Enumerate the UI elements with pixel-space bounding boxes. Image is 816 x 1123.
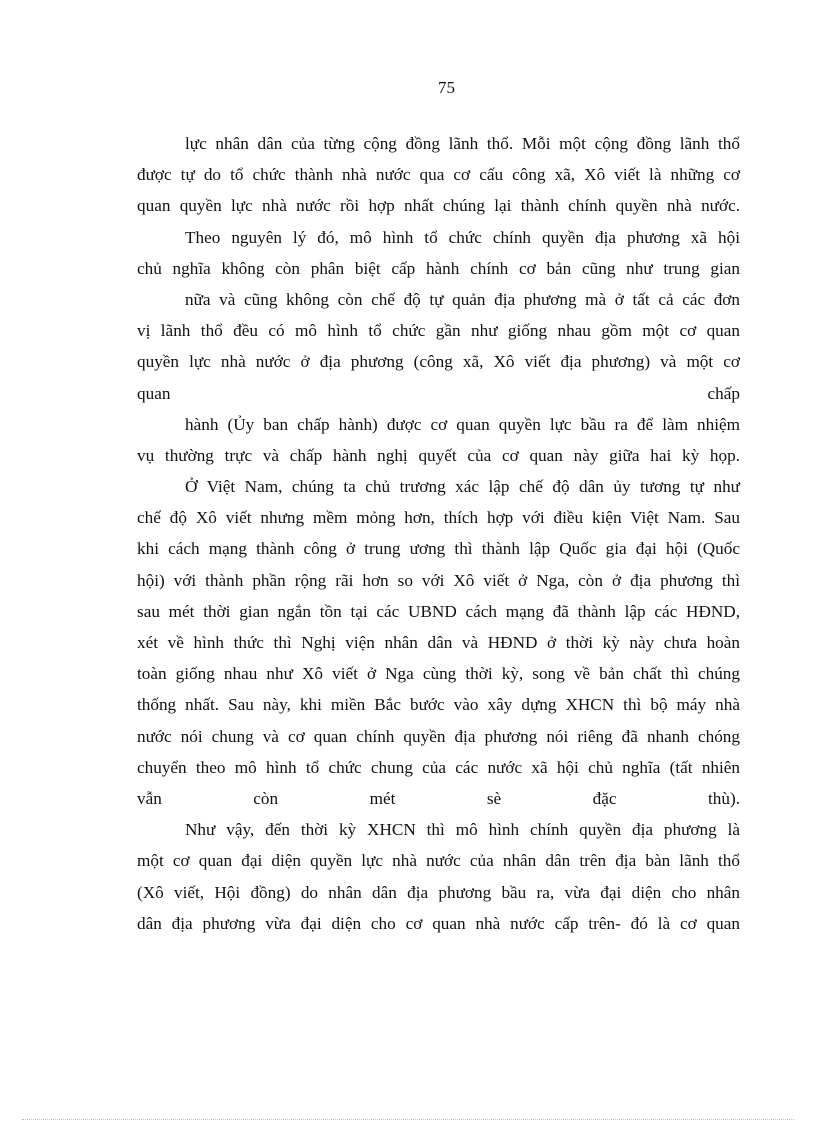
text-line: hành (Ủy ban chấp hành) được cơ quan quyền lực bầu ra để làm nhiệm (185, 414, 740, 434)
text-line: lực nhân dân của từng cộng đồng lãnh thổ. Mỗi một cộng đồng lãnh thổ (185, 134, 740, 153)
text-line: hội) với thành phần rộng rãi hơn so với Xô viết ở Nga, còn ở địa phương thì (137, 570, 740, 590)
text-line: quan quyền lực nhà nước rồi hợp nhất chúng lại thành chính quyền nhà nước. (137, 196, 740, 216)
body-text (137, 128, 740, 939)
text-line: một cơ quan đại diện quyền lực nhà nước của nhân dân trên địa bàn lãnh thổ (137, 851, 740, 871)
text-line: chuyển theo mô hình tổ chức chung của các nước xã hội chủ nghĩa (tất nhiên (137, 757, 740, 777)
text-line: Như vậy, đến thời kỳ XHCN thì mô hình chính quyền địa phương là (185, 820, 740, 840)
page-number: 75 (438, 78, 455, 97)
text-line: vụ thường trực và chấp hành nghị quyết của cơ quan này giữa hai kỳ họp. (137, 445, 740, 465)
text-line: nữa và cũng không còn chế độ tự quản địa phương mà ở tất cả các đơn (185, 289, 740, 309)
text-line: chủ nghĩa không còn phân biệt cấp hành chính cơ bản cũng như trung gian (137, 258, 740, 278)
text-line: toàn giống nhau như Xô viết ở Nga cùng thời kỳ, song về bản chất thì chúng (137, 664, 740, 684)
text-line: Ở Việt Nam, chúng ta chủ trương xác lập chế độ dân ủy tương tự như (185, 477, 740, 497)
text-line: quan chấp (137, 383, 740, 403)
text-line: sau mét thời gian ngắn tồn tại các UBND cách mạng đã thành lập các HĐND, (137, 601, 740, 621)
text-line: nước nói chung và cơ quan chính quyền địa phương nói riêng đã nhanh chóng (137, 726, 740, 746)
page-bottom-divider (22, 1119, 794, 1120)
text-line: Theo nguyên lý đó, mô hình tổ chức chính quyền địa phương xã hội (185, 227, 740, 247)
text-line: vị lãnh thổ đều có mô hình tổ chức gần như giống nhau gồm một cơ quan (137, 321, 740, 341)
text-line: dân địa phương vừa đại diện cho cơ quan nhà nước cấp trên- đó là cơ quan (137, 913, 740, 933)
text-line: xét về hình thức thì Nghị viện nhân dân và HĐND ở thời kỳ này chưa hoàn (137, 633, 740, 652)
text-line: (Xô viết, Hội đồng) do nhân dân địa phương bầu ra, vừa đại diện cho nhân (137, 882, 740, 902)
text-line: vẫn còn mét sè đặc thù). (137, 788, 740, 808)
text-line: thống nhất. Sau này, khi miền Bắc bước vào xây dựng XHCN thì bộ máy nhà (137, 695, 740, 715)
text-line: chế độ Xô viết nhưng mềm mỏng hơn, thích hợp với điều kiện Việt Nam. Sau (137, 508, 740, 528)
text-line: quyền lực nhà nước ở địa phương (công xã, Xô viết địa phương) và một cơ (137, 352, 740, 372)
text-line: khi cách mạng thành công ở trung ương thì thành lập Quốc gia đại hội (Quốc (137, 539, 740, 559)
text-line: được tự do tổ chức thành nhà nước qua cơ cấu công xã, Xô viết là những cơ (137, 165, 740, 185)
